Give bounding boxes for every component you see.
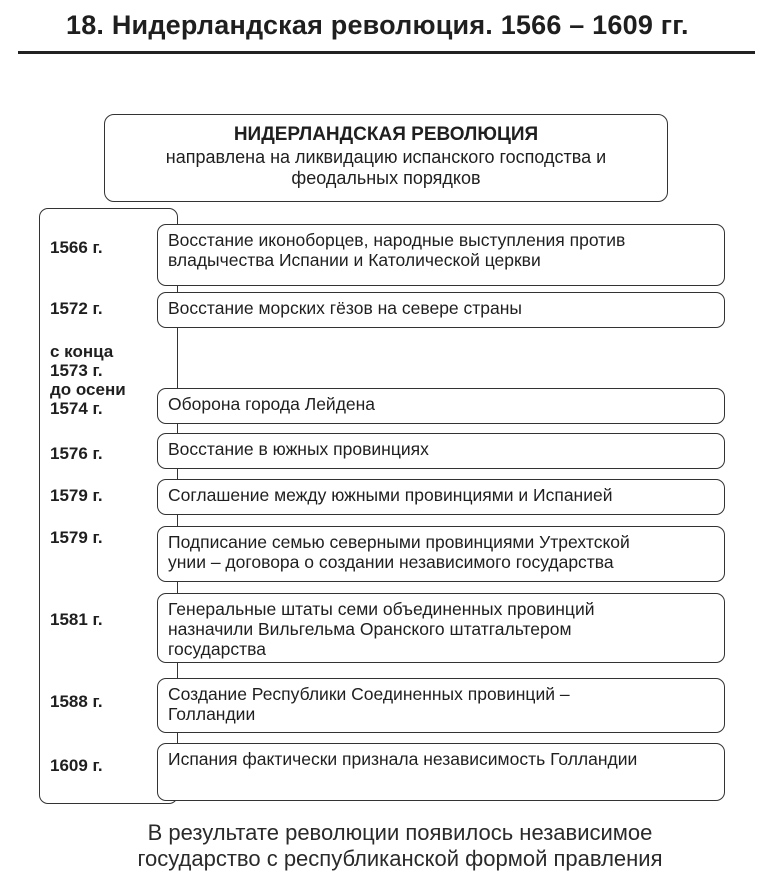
header-title: НИДЕРЛАНДСКАЯ РЕВОЛЮЦИЯ <box>233 124 539 145</box>
event-text-line: владычества Испании и Католической церкви <box>168 250 541 270</box>
event-text-line: Подписание семью северными провинциями Утрехтской <box>168 532 630 552</box>
event-text-line: Соглашение между южными провинциями и Испанией <box>168 485 613 505</box>
event-box-1566 <box>157 224 725 286</box>
event-text-line: Создание Республики Соединенных провинций – <box>168 684 570 704</box>
event-box-1609 <box>157 743 725 801</box>
header-subtitle-line-2: феодальных порядков <box>291 168 481 188</box>
year-line: 1574 г. <box>50 399 103 418</box>
event-box-1579-a <box>157 479 725 515</box>
year-line: 1572 г. <box>50 299 103 318</box>
event-text-line: Испания фактически признала независимость Голландии <box>168 749 638 769</box>
year-label-1573-1574 <box>50 342 126 418</box>
year-line: до осени <box>50 380 126 399</box>
conclusion-line-2: государство с республиканской формой правления <box>137 846 663 871</box>
event-box-1579-b <box>157 526 725 582</box>
page-title: 18. Нидерландская революция. 1566 – 1609 гг. <box>66 10 689 40</box>
year-label-1609 <box>50 756 103 775</box>
year-line: 1588 г. <box>50 692 103 711</box>
event-text-line: Голландии <box>168 704 256 724</box>
event-text-line: Восстание морских гёзов на севере страны <box>168 298 522 318</box>
title-divider <box>18 51 755 54</box>
year-line: 1579 г. <box>50 528 103 547</box>
event-text-line: унии – договора о создании независимого государства <box>168 552 614 572</box>
year-label-1581 <box>50 610 103 629</box>
year-label-1576 <box>50 444 103 463</box>
header-subtitle-line-1: направлена на ликвидацию испанского господства и <box>165 147 607 167</box>
year-line: 1566 г. <box>50 238 103 257</box>
year-label-1579-b <box>50 528 103 547</box>
event-text-line: Генеральные штаты семи объединенных провинций <box>168 599 595 619</box>
event-text-line: назначили Вильгельма Оранского штатгальтером <box>168 619 572 639</box>
year-line: 1579 г. <box>50 486 103 505</box>
year-line: 1573 г. <box>50 361 103 380</box>
event-box-1572 <box>157 292 725 328</box>
event-text-line: государства <box>168 639 266 659</box>
event-text-line: Восстание иконоборцев, народные выступления против <box>168 230 626 250</box>
year-label-1572 <box>50 299 103 318</box>
event-box-1581 <box>157 593 725 663</box>
year-label-1588 <box>50 692 103 711</box>
year-line: с конца <box>50 342 114 361</box>
year-line: 1609 г. <box>50 756 103 775</box>
event-text-line: Восстание в южных провинциях <box>168 439 429 459</box>
event-box-1576 <box>157 433 725 469</box>
year-label-1579-a <box>50 486 103 505</box>
event-box-1574 <box>157 388 725 424</box>
event-text-line: Оборона города Лейдена <box>168 394 376 414</box>
conclusion-line-1: В результате революции появилось независимое <box>147 820 653 845</box>
event-box-1588 <box>157 678 725 733</box>
year-label-1566 <box>50 238 103 257</box>
year-line: 1576 г. <box>50 444 103 463</box>
year-line: 1581 г. <box>50 610 103 629</box>
header-box <box>104 114 668 202</box>
conclusion-text <box>60 820 740 872</box>
